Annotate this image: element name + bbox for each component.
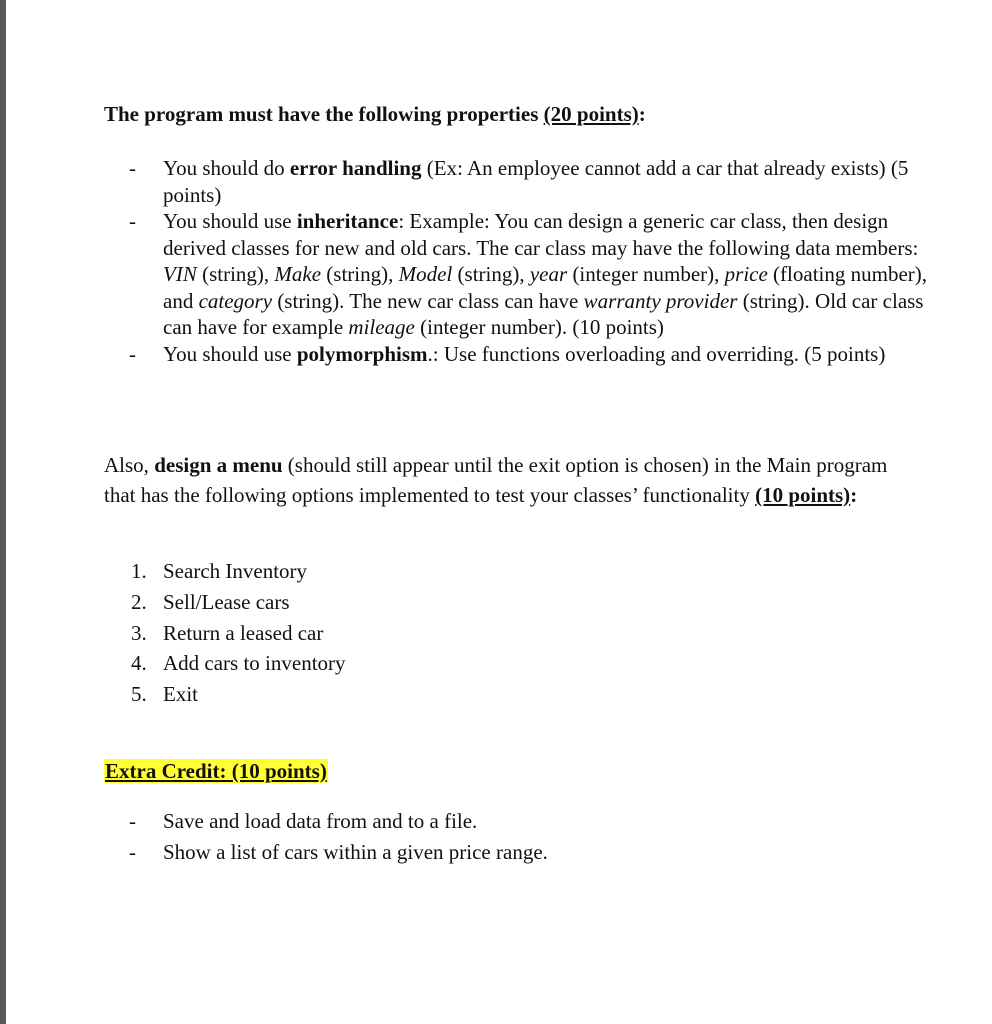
item-text: (string). The new car class can have [272,288,584,313]
requirements-list [104,155,934,367]
list-item [104,341,934,368]
item-italic: price [724,262,768,286]
requirements-heading [104,102,646,127]
intro-text: Also, [104,453,155,477]
item-bold: inheritance [296,209,399,233]
item-bold: error handling [289,156,422,180]
list-item [104,155,934,208]
item-italic: warranty provider [583,288,738,313]
item-text: (string), [452,262,530,286]
menu-option [104,648,346,679]
item-text: You should do [163,156,290,180]
dash-bullet: - [129,840,136,864]
item-text: (integer number). (10 points) [414,315,664,339]
window-left-edge [0,0,6,1024]
item-italic: category [198,288,273,313]
option-number: 1. [131,559,147,583]
dash-bullet: - [129,156,136,180]
item-text: : Example: You can design a generic car class, then design derived classes for new and old cars. The car class may have the following data members: [163,209,919,260]
item-text: Show a list of cars within a given price range. [163,840,548,864]
item-text: (string), [321,262,399,286]
menu-option [104,556,346,587]
option-label: Add cars to inventory [163,651,346,676]
extra-credit-title: Extra Credit: (10 points) [105,759,327,783]
item-text: .: Use functions overloading and overriding. (5 points) [427,341,886,366]
heading-points: (20 points) [543,102,639,126]
intro-colon: : [850,483,858,507]
item-italic: Model [398,262,453,286]
option-number: 5. [131,682,147,707]
item-italic: mileage [348,315,415,339]
item-text: You should use [163,209,297,233]
option-number: 2. [131,589,147,614]
item-text: Save and load data from and to a file. [163,809,478,833]
heading-text: The program must have the following properties [104,102,544,126]
list-item [104,806,934,837]
heading-colon: : [638,102,646,126]
option-label: Return a leased car [163,620,324,645]
item-text: (floating number), and [163,262,927,313]
item-italic: VIN [163,262,197,286]
extra-credit-list [104,806,934,868]
item-text: (string), [196,262,275,286]
menu-intro-paragraph [104,450,924,510]
extra-credit-heading [104,759,328,784]
option-number: 4. [131,651,147,676]
list-item [104,837,934,868]
option-number: 3. [131,620,147,645]
item-italic: Make [274,262,322,286]
item-text: (integer number), [567,262,725,286]
list-item [104,208,934,341]
item-text: (string). Old car class can have for example [163,288,924,339]
option-label: Exit [163,682,198,707]
menu-option [104,618,346,649]
menu-option [104,679,346,710]
dash-bullet: - [129,341,136,366]
option-label: Sell/Lease cars [163,589,290,614]
option-label: Search Inventory [163,559,308,583]
intro-bold: design a menu [154,453,283,477]
dash-bullet: - [129,809,136,833]
item-bold: polymorphism [296,341,428,366]
item-italic: year [529,262,568,286]
dash-bullet: - [129,209,136,233]
intro-text: (should still appear until the exit option is chosen) in the Main program that has the following options implemented to test your classes’ functionality [104,453,888,507]
item-text: You should use [163,341,297,366]
menu-option [104,587,346,618]
intro-points: (10 points) [755,483,851,507]
item-text: (Ex: An employee cannot add a car that already exists) (5 points) [163,156,909,207]
menu-options-list [104,556,346,710]
